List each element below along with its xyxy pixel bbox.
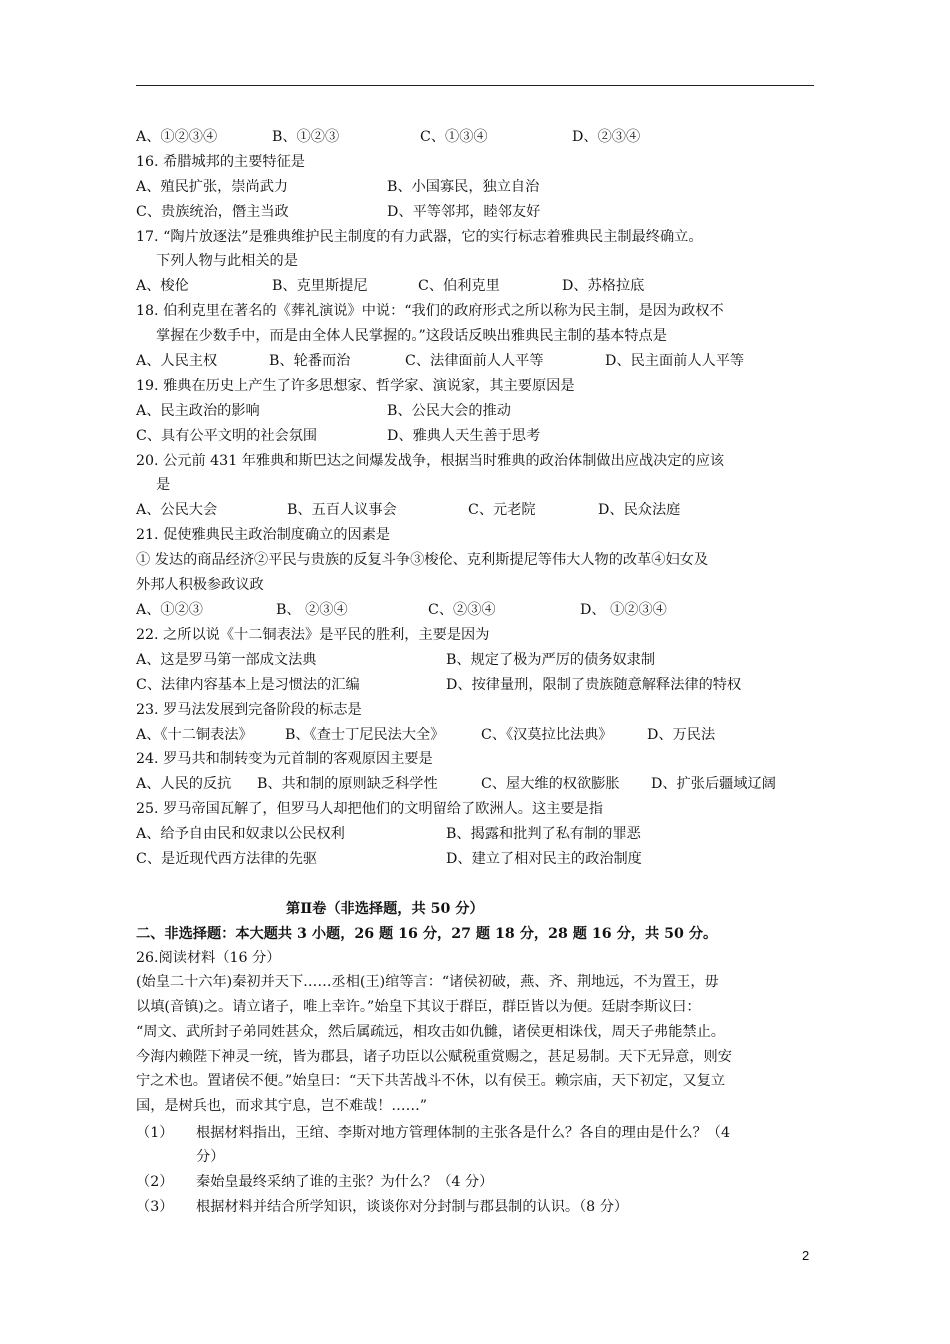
option-b: B、《查士丁尼民法大全》: [285, 727, 445, 743]
option-a: A、人民的反抗: [136, 776, 232, 792]
q16-stem: 16. 希腊城邦的主要特征是: [136, 154, 305, 170]
option-b: B、轮番而治: [269, 353, 351, 369]
subquestion-text: 根据材料指出，王绾、李斯对地方管理体制的主张各是什么？各自的理由是什么？（4: [196, 1125, 730, 1141]
q25-stem: 25. 罗马帝国瓦解了，但罗马人却把他们的文明留给了欧洲人。这主要是指: [136, 801, 603, 817]
q18-stem-cont: 掌握在少数手中，而是由全体人民掌握的。”这段话反映出雅典民主制的基本特点是: [156, 328, 667, 344]
material-line: 国，是树兵也，而求其宁息，岂不难哉！……”: [136, 1098, 428, 1114]
section-title: 第Ⅱ卷（非选择题，共 50 分）: [286, 901, 484, 917]
q19-options-row2: [136, 426, 540, 446]
q22-options-row1: [136, 650, 655, 670]
option-d: D、苏格拉底: [562, 278, 645, 294]
q20-stem: 20. 公元前 431 年雅典和斯巴达之间爆发战争，根据当时雅典的政治体制做出应战决定的应该: [136, 453, 725, 469]
option-a: A、梭伦: [136, 278, 189, 294]
q17-stem-cont: 下列人物与此相关的是: [156, 253, 298, 269]
option-c: C、是近现代西方法律的先驱: [136, 851, 318, 867]
material-line: 今海内赖陛下神灵一统，皆为郡县，诸子功臣以公赋税重赏赐之，甚足易制。天下无异意，则安: [136, 1049, 732, 1065]
q26-stem: 26.阅读材料（16 分）: [136, 950, 281, 966]
option-a: A、①②③: [136, 602, 203, 618]
material-line: 宁之术也。置诸侯不便。”始皇曰：“天下共苦战斗不休，以有侯王。赖宗庙，天下初定，又复立: [136, 1073, 726, 1089]
option-d: D、民众法庭: [598, 502, 681, 518]
option-d: D、 ①②③④: [580, 602, 667, 618]
option-b: B、规定了极为严厉的债务奴隶制: [446, 652, 656, 668]
q21-items: ① 发达的商品经济②平民与贵族的反复斗争③梭伦、克利斯提尼等伟大人物的改革④妇女及: [136, 552, 709, 568]
q18-stem: 18. 伯利克里在著名的《葬礼演说》中说：“我们的政府形式之所以称为民主制，是因为政权不: [136, 303, 724, 319]
subquestion-number: （1）: [136, 1125, 174, 1141]
option-c: C、伯利克里: [418, 278, 500, 294]
option-a: A、民主政治的影响: [136, 403, 260, 419]
option-c: C、法律内容基本上是习惯法的汇编: [136, 677, 360, 693]
option-d: D、②③④: [572, 129, 641, 145]
q19-stem: 19. 雅典在历史上产生了许多思想家、哲学家、演说家，其主要原因是: [136, 378, 575, 394]
material-line: (始皇二十六年)秦初并天下……丞相(王)绾等言：“诸侯初破，燕、齐、荆地远，不为置王，毋: [136, 974, 719, 990]
option-d: D、建立了相对民主的政治制度: [446, 851, 642, 867]
material-line: “周文、武所封子弟同姓甚众，然后属疏远，相攻击如仇雠，诸侯更相诛伐，周天子弗能禁止。: [136, 1024, 725, 1040]
q25-options-row2: [136, 849, 642, 869]
q24-stem: 24. 罗马共和制转变为元首制的客观原因主要是: [136, 751, 433, 767]
option-c: C、法律面前人人平等: [405, 353, 544, 369]
q21-options: [136, 600, 667, 620]
option-a: A、①②③④: [136, 129, 218, 145]
option-c: C、元老院: [468, 502, 536, 518]
q16-options-row1: [136, 177, 539, 197]
subquestion-text: 根据材料并结合所学知识，谈谈你对分封制与郡县制的认识。（8 分）: [196, 1199, 629, 1215]
q17-stem: 17. “陶片放逐法”是雅典维护民主制度的有力武器，它的实行标志着雅典民主制最终确立。: [136, 229, 703, 245]
option-a: A、《十二铜表法》: [136, 727, 253, 743]
option-b: B、克里斯提尼: [272, 278, 368, 294]
option-a: A、这是罗马第一部成文法典: [136, 652, 317, 668]
option-d: D、雅典人天生善于思考: [387, 428, 541, 444]
subquestion-text-cont: 分）: [196, 1149, 225, 1165]
option-b: B、小国寡民，独立自治: [387, 179, 540, 195]
option-d: D、平等邻邦，睦邻友好: [387, 204, 541, 220]
q19-options-row1: [136, 401, 511, 421]
option-b: B、①②③: [272, 129, 340, 145]
option-c: C、②③④: [428, 602, 496, 618]
option-a: A、公民大会: [136, 502, 218, 518]
q18-options: [136, 351, 744, 371]
header-rule: [136, 85, 814, 86]
option-a: A、给予自由民和奴隶以公民权利: [136, 826, 345, 842]
option-d: D、扩张后疆域辽阔: [651, 776, 776, 792]
option-b: B、 ②③④: [276, 602, 348, 618]
option-d: D、万民法: [647, 727, 716, 743]
option-a: A、人民主权: [136, 353, 218, 369]
q20-stem-cont: 是: [156, 477, 171, 493]
q20-options: [136, 500, 680, 520]
q16-options-row2: [136, 202, 540, 222]
option-b: B、五百人议事会: [287, 502, 397, 518]
subquestion-number: （3）: [136, 1199, 174, 1215]
option-c: C、《汉莫拉比法典》: [481, 727, 613, 743]
q23-stem: 23. 罗马法发展到完备阶段的标志是: [136, 702, 362, 718]
option-d: D、民主面前人人平等: [605, 353, 745, 369]
q17-options: [136, 276, 644, 296]
option-c: C、贵族统治，僭主当政: [136, 204, 289, 220]
q23-options: [136, 725, 715, 745]
option-c: C、屋大维的权欲膨胀: [481, 776, 620, 792]
section-heading: 二、非选择题：本大题共 3 小题，26 题 16 分，27 题 18 分，28 题 16 分，共 50 分。: [136, 926, 718, 942]
material-line: 以填(音镇)之。请立诸子，唯上幸许。”始皇下其议于群臣，群臣皆以为便。廷尉李斯议曰：: [136, 999, 701, 1015]
option-c: C、①③④: [420, 129, 488, 145]
option-d: D、按律量刑，限制了贵族随意解释法律的特权: [446, 677, 742, 693]
option-b: B、共和制的原则缺乏科学性: [257, 776, 438, 792]
page-number: 2: [802, 1248, 810, 1263]
subquestion-text: 秦始皇最终采纳了谁的主张？为什么？（4 分）: [196, 1174, 494, 1190]
option-b: B、公民大会的推动: [387, 403, 511, 419]
option-a: A、殖民扩张，崇尚武力: [136, 179, 289, 195]
q15-options: [136, 127, 640, 147]
subquestion-number: （2）: [136, 1174, 174, 1190]
option-c: C、具有公平文明的社会氛围: [136, 428, 318, 444]
q24-options: [136, 774, 776, 794]
q21-items-cont: 外邦人积极参政议政: [136, 577, 264, 593]
q21-stem: 21. 促使雅典民主政治制度确立的因素是: [136, 527, 391, 543]
q25-options-row1: [136, 824, 641, 844]
q22-options-row2: [136, 675, 741, 695]
q22-stem: 22. 之所以说《十二铜表法》是平民的胜利，主要是因为: [136, 627, 490, 643]
option-b: B、揭露和批判了私有制的罪恶: [446, 826, 641, 842]
